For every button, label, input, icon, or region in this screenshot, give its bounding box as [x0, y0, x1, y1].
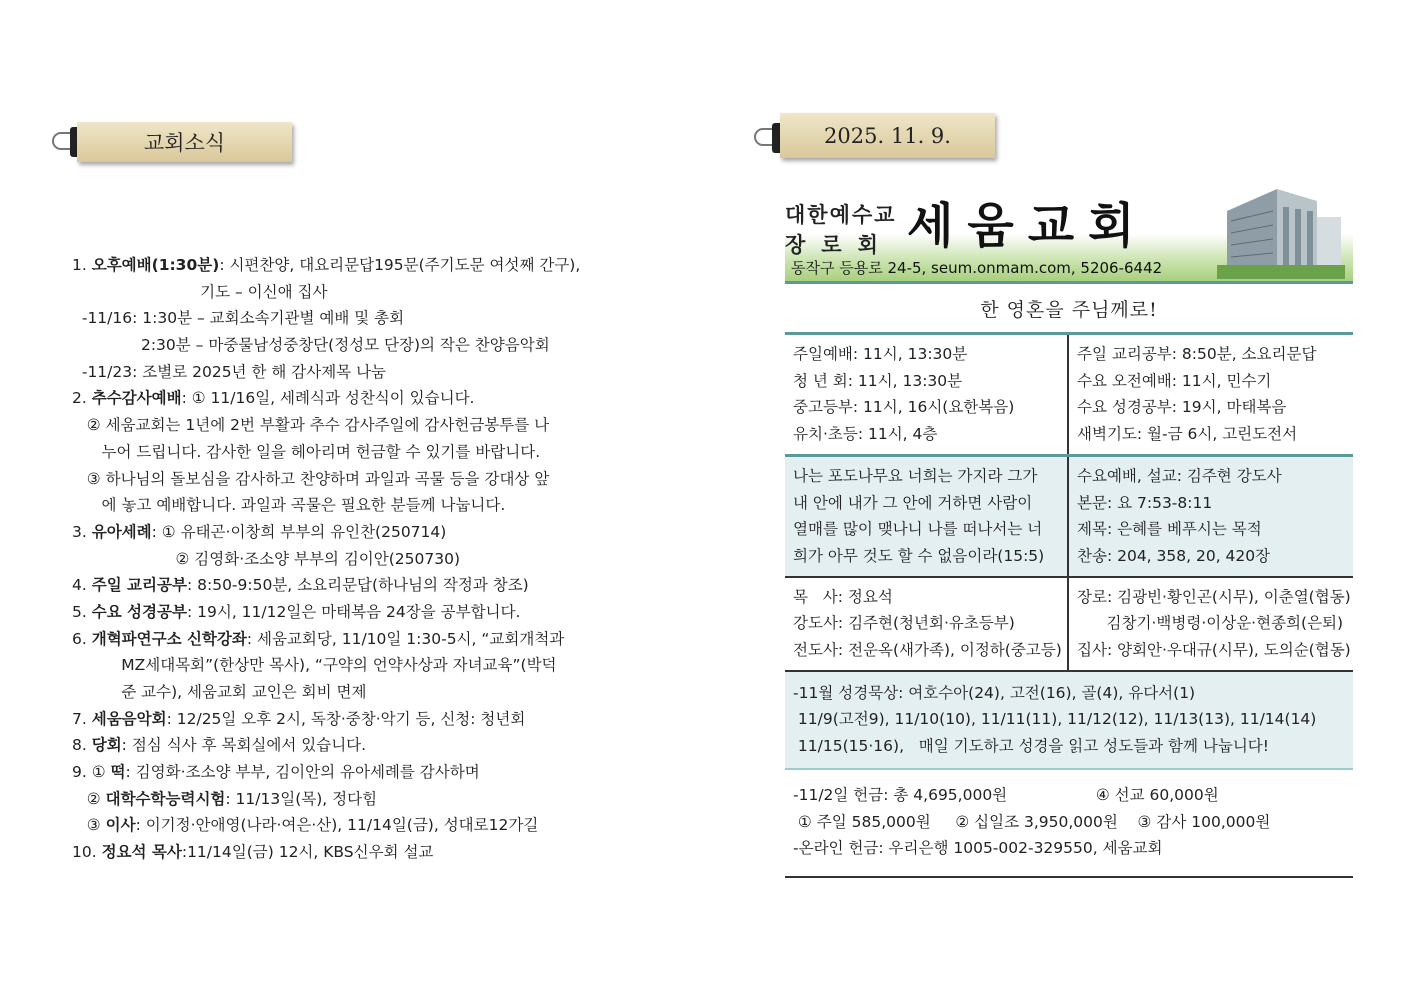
- news-line: [72, 466, 632, 493]
- news-line: [72, 786, 632, 813]
- news-heading: 세움음악회: [91, 709, 167, 728]
- news-text: 4.: [72, 576, 92, 595]
- news-text: 2:30분 – 마중물남성중창단(정성모 단장)의 작은 찬양음악회: [72, 336, 550, 355]
- news-line: [72, 572, 632, 599]
- verse-line: 나는 포도나무요 너희는 가지라 그가: [793, 466, 1038, 485]
- news-line: [72, 332, 632, 359]
- news-text: 8.: [72, 736, 92, 755]
- news-line: [72, 439, 632, 466]
- bible-verse: [785, 457, 1069, 576]
- news-heading: 대학수학능력시험: [105, 789, 226, 808]
- schedule-item: 새벽기도: 월-금 6시, 고린도전서: [1077, 425, 1298, 444]
- sermon-line: 수요예배, 설교: 김주현 강도사: [1077, 466, 1282, 485]
- verse-line: 내 안에 내가 그 안에 거하면 사람이: [793, 493, 1033, 512]
- news-line: [72, 546, 632, 573]
- verse-line: 열매를 많이 맺나니 나를 떠나서는 너: [793, 520, 1043, 539]
- verse-and-sermon: [785, 457, 1353, 578]
- offering-line: -11/2일 헌금: 총 4,695,000원 ④ 선교 60,000원: [793, 785, 1219, 804]
- church-building-icon: [1217, 181, 1345, 279]
- schedule-item: 수요 오전예배: 11시, 민수기: [1077, 371, 1272, 390]
- news-text: : ① 11/16일, 세례식과 성찬식이 있습니다.: [181, 389, 475, 408]
- news-text: : 세움교회당, 11/10일 1:30-5시, “교회개척과: [246, 629, 565, 648]
- bulletin-date: 2025. 11. 9.: [824, 123, 951, 148]
- news-text: : 8:50-9:50분, 소요리문답(하나님의 작정과 창조): [186, 576, 529, 595]
- news-heading: 떡: [110, 763, 126, 782]
- news-text: : 19시, 11/12일은 마태복음 24장을 공부합니다.: [186, 602, 521, 621]
- news-text: ② 세움교회는 1년에 2번 부활과 추수 감사주일에 감사헌금봉투를 나: [72, 416, 550, 435]
- sermon-line: 본문: 요 7:53-8:11: [1077, 493, 1213, 512]
- news-text: 10.: [72, 843, 102, 862]
- church-header: [785, 175, 1353, 284]
- sermon-line: 찬송: 204, 358, 20, 420장: [1077, 546, 1271, 565]
- news-text: 기도 – 이신애 집사: [72, 282, 328, 301]
- news-line: [72, 759, 632, 786]
- news-text: ③: [72, 816, 106, 835]
- news-heading: 정요석 목사: [101, 843, 182, 862]
- verse-line: 희가 아무 것도 할 수 없음이라(15:5): [793, 546, 1045, 565]
- meditation-line: 11/9(고전9), 11/10(10), 11/11(11), 11/12(12), 11/13(13), 11/14(14): [793, 710, 1317, 729]
- news-text: : 11/13일(목), 정다힘: [225, 789, 378, 808]
- news-heading: 수요 성경공부: [91, 602, 187, 621]
- news-text: -11/23: 조별로 2025년 한 해 감사제목 나눔: [72, 362, 387, 381]
- news-heading: 이사: [105, 816, 136, 835]
- news-text: 1.: [72, 256, 92, 274]
- date-tab: [780, 113, 995, 158]
- offering-line: ① 주일 585,000원 ② 십일조 3,950,000원 ③ 감사 100,000원: [793, 812, 1271, 831]
- schedule-right-column: [1069, 335, 1353, 454]
- schedule-item: 수요 성경공부: 19시, 마태복음: [1077, 398, 1287, 417]
- news-text: ② 김영화·조소양 부부의 김이안(250730): [72, 549, 461, 568]
- news-text: : 점심 식사 후 목회실에서 있습니다.: [121, 736, 367, 755]
- news-text: :11/14일(금) 12시, KBS신우회 설교: [181, 843, 434, 862]
- staff-line: 전도사: 전운옥(새가족), 이정하(중고등): [793, 641, 1062, 660]
- news-line: [72, 279, 632, 306]
- church-name: 세움교회: [907, 198, 1149, 254]
- schedule-item: 주일 교리공부: 8:50분, 소요리문답: [1077, 345, 1317, 363]
- staff-left-column: [785, 578, 1069, 670]
- news-heading: 당회: [91, 736, 122, 755]
- bulletin-front-page: [785, 175, 1353, 878]
- staff-line: 강도사: 김주현(청년회·유초등부): [793, 614, 1015, 633]
- news-text: : ① 유태곤·이창희 부부의 유인찬(250714): [151, 522, 447, 541]
- denomination-line2: 장로회: [785, 233, 894, 257]
- schedule-item: 주일예배: 11시, 13:30분: [793, 345, 968, 363]
- news-heading: 개혁파연구소 신학강좌: [91, 629, 247, 648]
- news-line: [72, 519, 632, 546]
- news-text: 준 교수), 세움교회 교인은 회비 면제: [72, 683, 367, 701]
- news-line: [72, 599, 632, 626]
- church-motto: 한 영혼을 주님께로!: [785, 284, 1353, 335]
- meditation-line: -11월 성경묵상: 여호수아(24), 고전(16), 골(4), 유다서(1): [793, 683, 1196, 702]
- news-line: [72, 812, 632, 839]
- news-heading: 오후예배(1:30분): [91, 256, 220, 274]
- offering-line: -온라인 헌금: 우리은행 1005-002-329550, 세움교회: [793, 839, 1163, 858]
- news-line: [72, 839, 632, 866]
- staff-line: 장로: 김광빈·황인곤(시무), 이춘열(협동): [1077, 587, 1351, 606]
- news-line: [72, 359, 632, 386]
- news-text: ③ 하나님의 돌보심을 감사하고 찬양하며 과일과 곡물 등을 강대상 앞: [72, 469, 550, 488]
- news-text: -11/16: 1:30분 – 교회소속기관별 예배 및 총회: [72, 309, 405, 328]
- schedule-item: 중고등부: 11시, 16시(요한복음): [793, 398, 1015, 417]
- wednesday-sermon: [1069, 457, 1353, 576]
- news-text: 2.: [72, 389, 92, 408]
- news-line: [72, 679, 632, 706]
- worship-schedule: [785, 335, 1353, 457]
- news-text: : 이기정·안애영(나라·여은·산), 11/14일(금), 성대로12가길: [135, 816, 539, 835]
- schedule-item: 유치·초등: 11시, 4층: [793, 425, 938, 444]
- offering-report: [785, 770, 1353, 878]
- news-heading: 유아세례: [91, 522, 152, 541]
- news-text: : 시편찬양, 대요리문답195문(주기도문 여섯째 간구),: [219, 256, 581, 274]
- news-line: [72, 626, 632, 653]
- staff-line: 김창기·백병령·이상운·현종희(은퇴): [1077, 614, 1344, 633]
- staff-line: 목 사: 정요석: [793, 587, 893, 606]
- section-tab-label: 교회소식: [143, 131, 226, 155]
- news-text: 5.: [72, 602, 92, 621]
- meditation-line: 11/15(15·16), 매일 기도하고 성경을 읽고 성도들과 함께 나눕니다!: [793, 737, 1269, 756]
- church-staff: [785, 578, 1353, 672]
- news-line: [72, 652, 632, 679]
- news-text: : 12/25일 오후 2시, 독창·중창·악기 등, 신청: 청년회: [166, 709, 526, 728]
- church-address: 동작구 등용로 24-5, seum.onmam.com, 5206-6442: [791, 259, 1163, 277]
- schedule-left-column: [785, 335, 1069, 454]
- news-text: 3.: [72, 522, 92, 541]
- news-line: [72, 305, 632, 332]
- section-tab-church-news: [77, 122, 292, 162]
- news-text: : 김영화·조소양 부부, 김이안의 유아세례를 감사하며: [125, 763, 480, 782]
- news-heading: 주일 교리공부: [91, 576, 187, 595]
- news-text: 누어 드립니다. 감사한 일을 헤아리며 헌금할 수 있기를 바랍니다.: [72, 442, 541, 461]
- news-line: [72, 492, 632, 519]
- church-news-list: [72, 252, 632, 866]
- news-text: 6.: [72, 629, 92, 648]
- schedule-item: 청 년 회: 11시, 13:30분: [793, 371, 963, 390]
- news-line: [72, 732, 632, 759]
- news-heading: 추수감사예배: [91, 389, 182, 408]
- news-text: 7.: [72, 709, 92, 728]
- news-text: 9. ①: [72, 763, 111, 782]
- news-line: [72, 412, 632, 439]
- staff-line: 집사: 양회안·우대규(시무), 도의순(협동): [1077, 641, 1351, 660]
- news-text: ②: [72, 789, 106, 808]
- news-text: MZ세대목회”(한상만 목사), “구약의 언약사상과 자녀교육”(박덕: [72, 656, 557, 675]
- denomination-line1: 대한예수교: [785, 203, 897, 227]
- bible-meditation: [785, 672, 1353, 770]
- news-line: [72, 385, 632, 412]
- news-line: [72, 252, 632, 279]
- news-line: [72, 706, 632, 733]
- sermon-line: 제목: 은혜를 베푸시는 목적: [1077, 520, 1262, 539]
- staff-right-column: [1069, 578, 1353, 670]
- news-text: 에 놓고 예배합니다. 과일과 곡물은 필요한 분들께 나눕니다.: [72, 496, 506, 515]
